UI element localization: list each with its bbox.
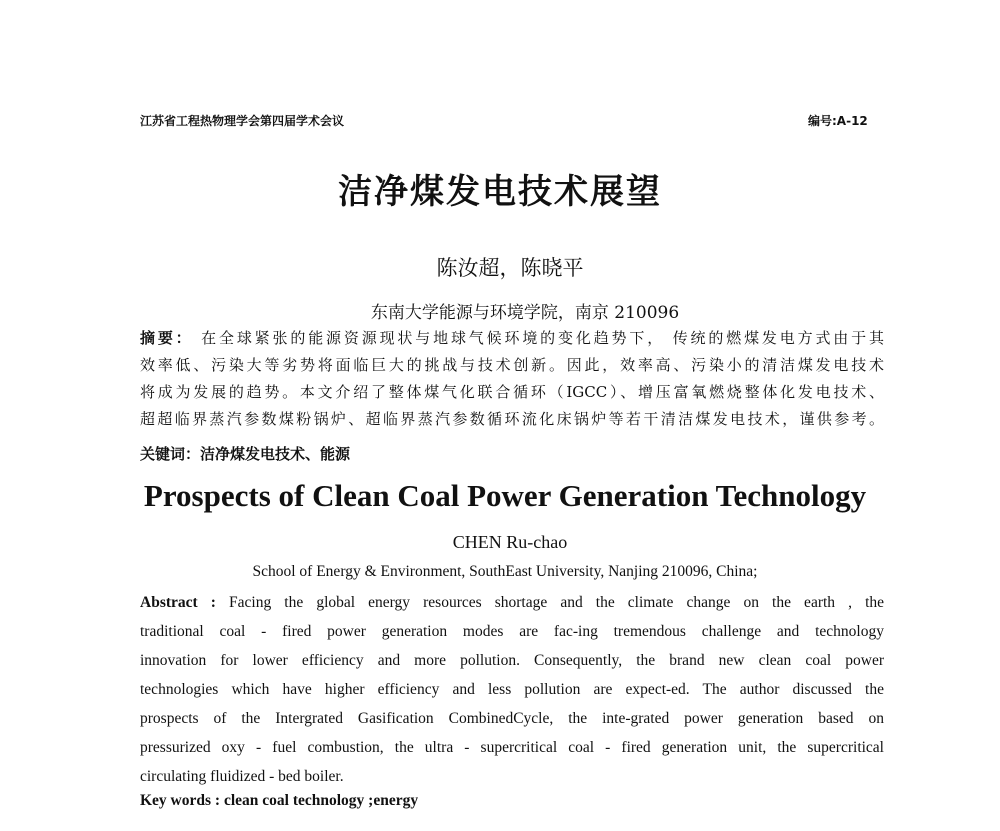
english-abstract-line-4: technologies which have higher efficiency and less pollution are expect-ed. The author discussed the xyxy=(140,681,884,698)
chinese-abstract-text: 在全球紧张的能源资源现状与地球气候环境的变化趋势下， 传统的燃煤发电方式由于其 xyxy=(201,329,884,347)
english-authors: CHEN Ru-chao xyxy=(452,532,568,552)
conference-header: 江苏省工程热物理学会第四届学术会议 xyxy=(140,114,345,128)
chinese-keywords: 关键词：洁净煤发电技术、能源 xyxy=(140,445,351,463)
english-abstract xyxy=(140,588,884,791)
english-title: Prospects of Clean Coal Power Generation Technology xyxy=(143,478,867,513)
chinese-abstract xyxy=(140,325,884,433)
english-abstract-line-5: prospects of the Intergrated Gasification CombinedCycle, the inte-grated power generation based on xyxy=(140,710,884,727)
chinese-abstract-line-4: 超超临界蒸汽参数煤粉锅炉、超临界蒸汽参数循环流化床锅炉等若干清洁煤发电技术，谨供参考。 xyxy=(140,410,884,428)
english-abstract-text: Facing the global energy resources shortage and the climate change on the earth , the xyxy=(229,594,885,611)
english-abstract-label: Abstract : xyxy=(140,594,216,611)
english-abstract-line-1 xyxy=(140,588,884,617)
chinese-authors: 陈汝超，陈晓平 xyxy=(436,256,584,280)
english-abstract-line-3: innovation for lower efficiency and more pollution. Consequently, the brand new clean coal power xyxy=(140,652,884,669)
chinese-abstract-line-2: 效率低、污染大等劣势将面临巨大的挑战与技术创新。因此，效率高、污染小的清洁煤发电技术 xyxy=(140,356,884,374)
chinese-abstract-label: 摘要： xyxy=(140,329,194,347)
english-affiliation: School of Energy & Environment, SouthEast University, Nanjing 210096, China; xyxy=(252,563,758,580)
english-abstract-line-2: traditional coal - fired power generation modes are fac-ing tremendous challenge and technology xyxy=(140,623,884,640)
english-abstract-line-6: pressurized oxy - fuel combustion, the ultra - supercritical coal - fired generation unit, the supercritical xyxy=(140,739,884,756)
english-keywords: Key words : clean coal technology ;energy xyxy=(140,792,419,809)
chinese-affiliation: 东南大学能源与环境学院，南京 210096 xyxy=(370,303,680,323)
english-abstract-line-7: circulating fluidized - bed boiler. xyxy=(140,768,344,785)
paper-number: 编号:A-12 xyxy=(808,114,868,128)
chinese-abstract-line-1 xyxy=(140,325,884,352)
chinese-abstract-line-3: 将成为发展的趋势。本文介绍了整体煤气化联合循环（IGCC）、增压富氧燃烧整体化发电技术、 xyxy=(140,383,884,401)
chinese-title: 洁净煤发电技术展望 xyxy=(338,172,662,212)
